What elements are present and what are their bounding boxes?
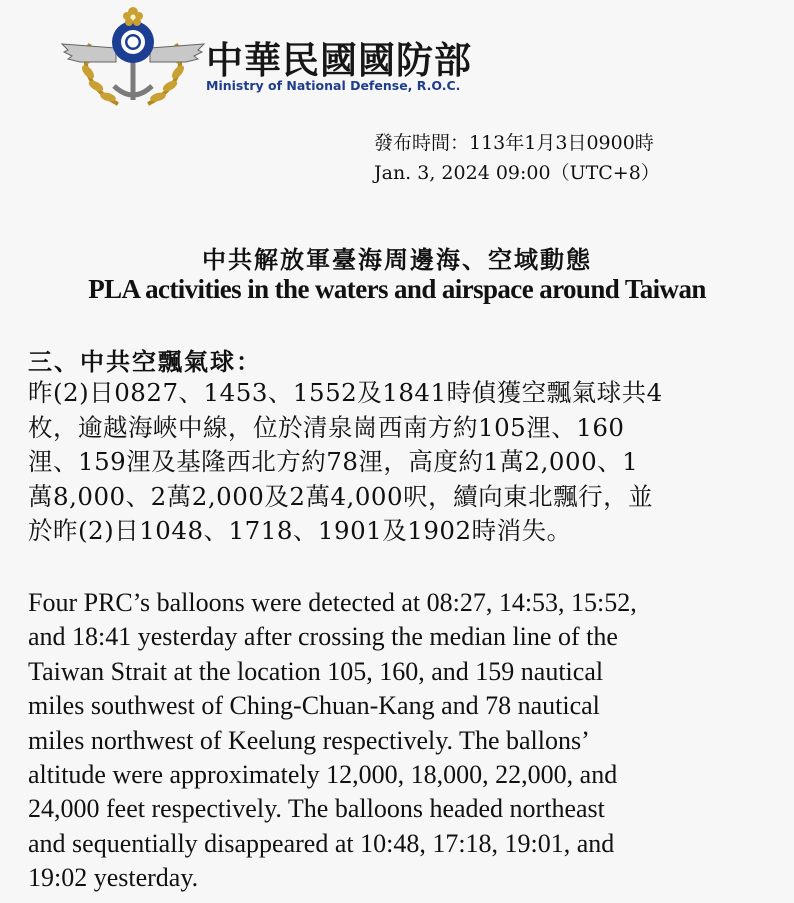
release-time — [374, 128, 660, 188]
body-zh — [28, 376, 778, 549]
title-en: PLA activities in the waters and airspace around Taiwan — [88, 274, 706, 304]
org-name-en: Ministry of National Defense, R.O.C. — [206, 78, 461, 93]
body-zh-line: 枚，逾越海峽中線，位於清泉崗西南方約105浬、160 — [28, 412, 625, 442]
body-en — [28, 586, 788, 896]
release-time-zh: 發布時間：113年1月3日0900時 — [374, 132, 654, 154]
ministry-emblem-icon — [58, 4, 208, 112]
body-en-line: and sequentially disappeared at 10:48, 17:18, 19:01, and — [28, 828, 615, 858]
body-zh-line: 浬、159浬及基隆西北方約78浬，高度約1萬2,000、1 — [28, 447, 639, 476]
body-en-line: 24,000 feet respectively. The balloons headed northeast — [28, 794, 605, 824]
header — [58, 4, 518, 112]
body-zh-line: 昨(2)日0827、1453、1552及1841時偵獲空飄氣球共4 — [28, 378, 663, 407]
release-time-en: Jan. 3, 2024 09:00（UTC+8） — [374, 162, 660, 184]
body-en-line: Taiwan Strait at the location 105, 160, and 159 nautical — [28, 656, 604, 686]
body-en-line: altitude were approximately 12,000, 18,000, 22,000, and — [28, 760, 618, 790]
body-en-line: Four PRC’s balloons were detected at 08:27, 14:53, 15:52, — [28, 588, 637, 617]
title-zh: 中共解放軍臺海周邊海、空域動態 — [202, 246, 592, 274]
body-zh-line: 於昨(2)日1048、1718、1901及1902時消失。 — [28, 516, 572, 545]
body-zh-line: 萬8,000、2萬2,000及2萬4,000呎，續向東北飄行，並 — [28, 481, 654, 511]
body-en-line: and 18:41 yesterday after crossing the median line of the — [28, 622, 618, 652]
section-title-zh: 三、中共空飄氣球： — [28, 348, 262, 376]
body-en-line: miles southwest of Ching-Chuan-Kang and 78 nautical — [28, 691, 600, 721]
org-name-zh: 中華民國國防部 — [206, 39, 472, 82]
body-en-line: 19:02 yesterday. — [28, 863, 199, 893]
body-en-line: miles northwest of Keelung respectively. The ballons’ — [28, 725, 590, 755]
